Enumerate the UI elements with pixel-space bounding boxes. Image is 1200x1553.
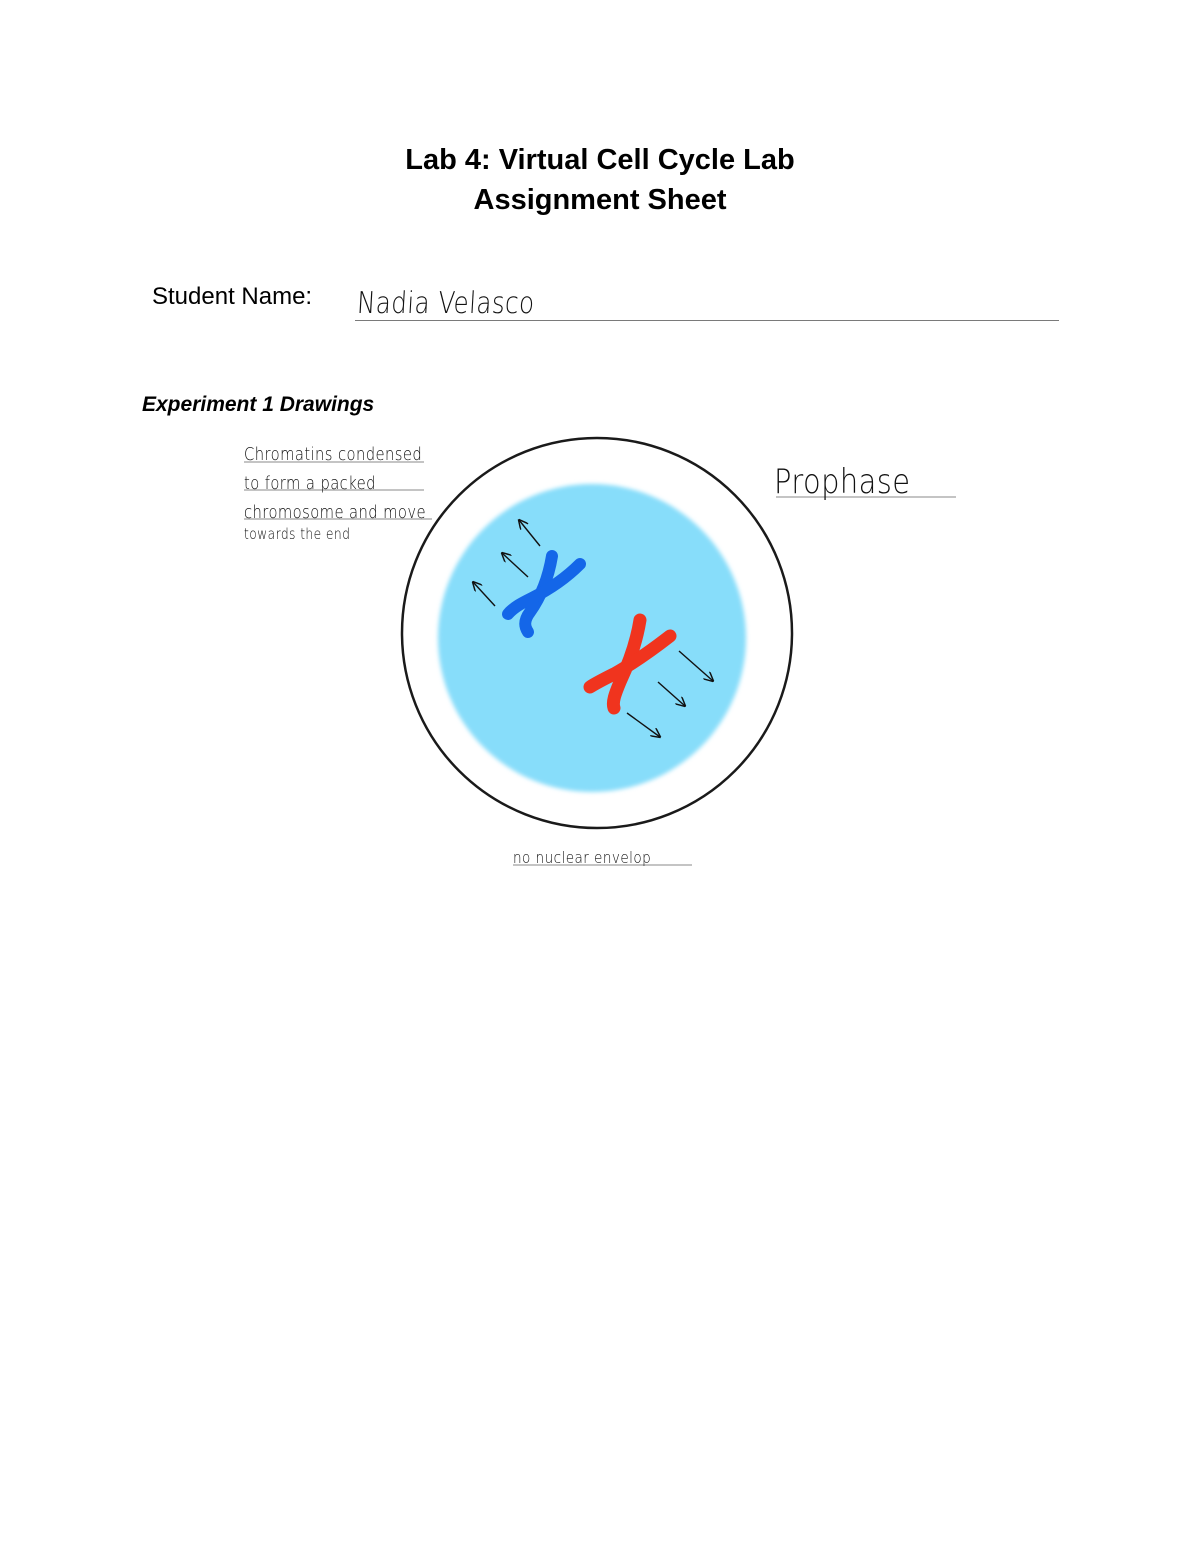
student-name-value: Nadia Velasco [355,286,536,321]
student-name-label: Student Name: [152,283,313,310]
chromosome-annotation [244,440,466,541]
nucleus-region [438,484,746,792]
annotation-line-2: to form a packed [244,473,376,494]
annotation-line-1: Chromatins condensed [244,444,423,465]
nuclear-envelope-note: no nuclear envelop [513,848,652,867]
annotation-line-3: chromosome and move [244,502,427,523]
title-line-1: Lab 4: Virtual Cell Cycle Lab [405,144,795,176]
experiment-section-title: Experiment 1 Drawings [142,393,375,416]
title-line-2: Assignment Sheet [473,184,727,216]
phase-label: Prophase [774,462,911,502]
annotation-line-4: towards the end [244,525,351,543]
